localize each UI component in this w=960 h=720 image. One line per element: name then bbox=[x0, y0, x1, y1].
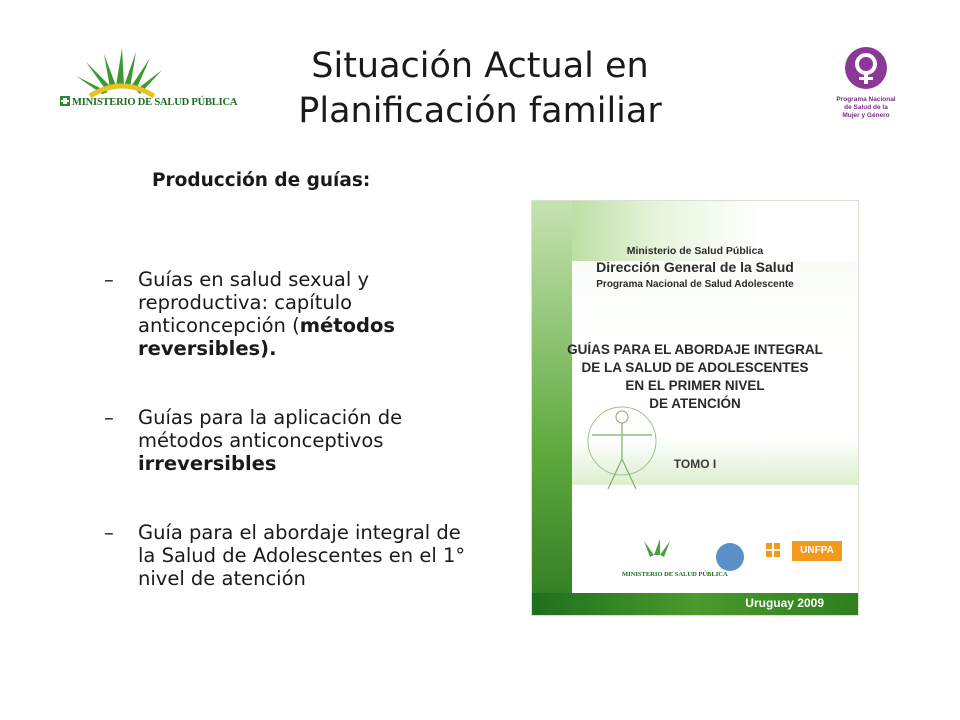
pn-line-2: de Salud de la bbox=[844, 104, 888, 111]
cover-ministry: Ministerio de Salud Pública bbox=[626, 245, 764, 257]
bullet-dash: – bbox=[104, 406, 114, 429]
title-line-1: Situación Actual en bbox=[311, 46, 649, 86]
bullet-bold: métodos reversibles). bbox=[138, 314, 395, 360]
cover-title-line-2: DE LA SALUD DE ADOLESCENTES bbox=[581, 360, 809, 375]
guide-cover-image bbox=[531, 200, 859, 616]
cover-footer-band bbox=[532, 593, 858, 615]
pn-line-1: Programa Nacional bbox=[836, 96, 896, 103]
bullet-list bbox=[104, 268, 474, 636]
ministerio-logo-icon bbox=[50, 38, 200, 128]
bullet-item bbox=[104, 521, 474, 590]
bullet-item bbox=[104, 268, 474, 360]
pn-line-3: Mujer y Género bbox=[842, 112, 890, 119]
programa-mujer-label bbox=[826, 96, 906, 120]
ministerio-logo-label: MINISTERIO DE SALUD PÚBLICA bbox=[72, 97, 238, 108]
bullet-dash: – bbox=[104, 268, 114, 291]
subtitle: Producción de guías: bbox=[152, 170, 371, 191]
bullet-dash: – bbox=[104, 521, 114, 544]
cover-title-line-3: EN EL PRIMER NIVEL bbox=[625, 378, 765, 393]
cover-direction: Dirección General de la Salud bbox=[596, 259, 794, 275]
cover-footer: Uruguay 2009 bbox=[745, 596, 824, 610]
bullet-text: Guías en salud sexual y reproductiva: capítulo anticoncepción ( bbox=[138, 268, 370, 337]
unfpa-logo: UNFPA bbox=[792, 541, 842, 561]
cover-program: Programa Nacional de Salud Adolescente bbox=[596, 279, 794, 290]
slide-title bbox=[230, 44, 730, 134]
bullet-text: Guía para el abordaje integral de la Salud de Adolescentes en el 1° nivel de atención bbox=[138, 521, 466, 590]
title-line-2: Planificación familiar bbox=[298, 91, 662, 131]
cover-title-line-4: DE ATENCIÓN bbox=[649, 396, 741, 411]
cover-tomo: TOMO I bbox=[673, 457, 717, 471]
bullet-text: Guías para la aplicación de métodos anticonceptivos bbox=[138, 406, 403, 452]
bullet-bold: irreversibles bbox=[138, 452, 277, 475]
cover-title bbox=[532, 341, 858, 413]
cover-title-line-1: GUÍAS PARA EL ABORDAJE INTEGRAL bbox=[567, 342, 823, 357]
bullet-item bbox=[104, 406, 474, 475]
cover-ministry-logo-label: MINISTERIO DE SALUD PÚBLICA bbox=[622, 571, 728, 578]
